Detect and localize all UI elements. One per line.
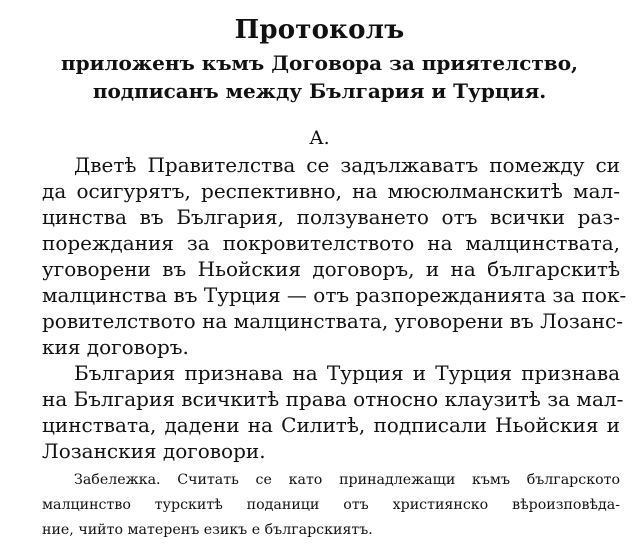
section-label: А. [309,127,330,149]
document-title: Протоколъ [234,15,405,45]
paragraph-2-line-3: цинствата, дадени на Силитѣ, подписали Ньойския и [42,413,620,437]
paragraph-1-line-1: Дветѣ Правителства се задължаватъ помежду си [74,153,620,177]
note-line-1: Забележка. Считать се като принадлежащи къмъ българското [74,472,620,488]
paragraph-1-line-3: цинства въ България, ползуването отъ всички раз- [42,205,620,229]
note-line-2: малцинство турскитѣ поданици отъ християнско вѣроизповѣда- [42,497,620,513]
document-subtitle-line-1: приложенъ къмъ Договора за приятелство, [61,51,578,75]
paragraph-2-line-4: Лозанския договори. [42,439,266,463]
paragraph-1-line-2: да осигурятъ, респективно, на мюсюлманскитѣ мал- [42,179,620,203]
paragraph-2-line-1: България признава на Турция и Турция признава [74,361,620,385]
paragraph-2-line-2: на България всичкитѣ права относно клаузитѣ за мал- [42,387,624,411]
paragraph-1-line-4: пореждания за покровителството на малцинствата, [42,231,620,255]
document-subtitle-line-2: подписанъ между България и Турция. [92,79,547,103]
paragraph-1-line-5: уговорени въ Ньойския договоръ, и на българскитѣ [42,257,620,281]
paragraph-1-line-8: кия договоръ. [42,335,189,359]
paragraph-1-line-7: ровителството на малцинствата, уговорени въ Лозанс- [42,309,623,333]
note-line-3: ние, чийто матеренъ езикъ е българскиятъ. [42,522,373,538]
paragraph-1-line-6: малцинства въ Турция — отъ разпорежданията за пок- [42,283,627,307]
